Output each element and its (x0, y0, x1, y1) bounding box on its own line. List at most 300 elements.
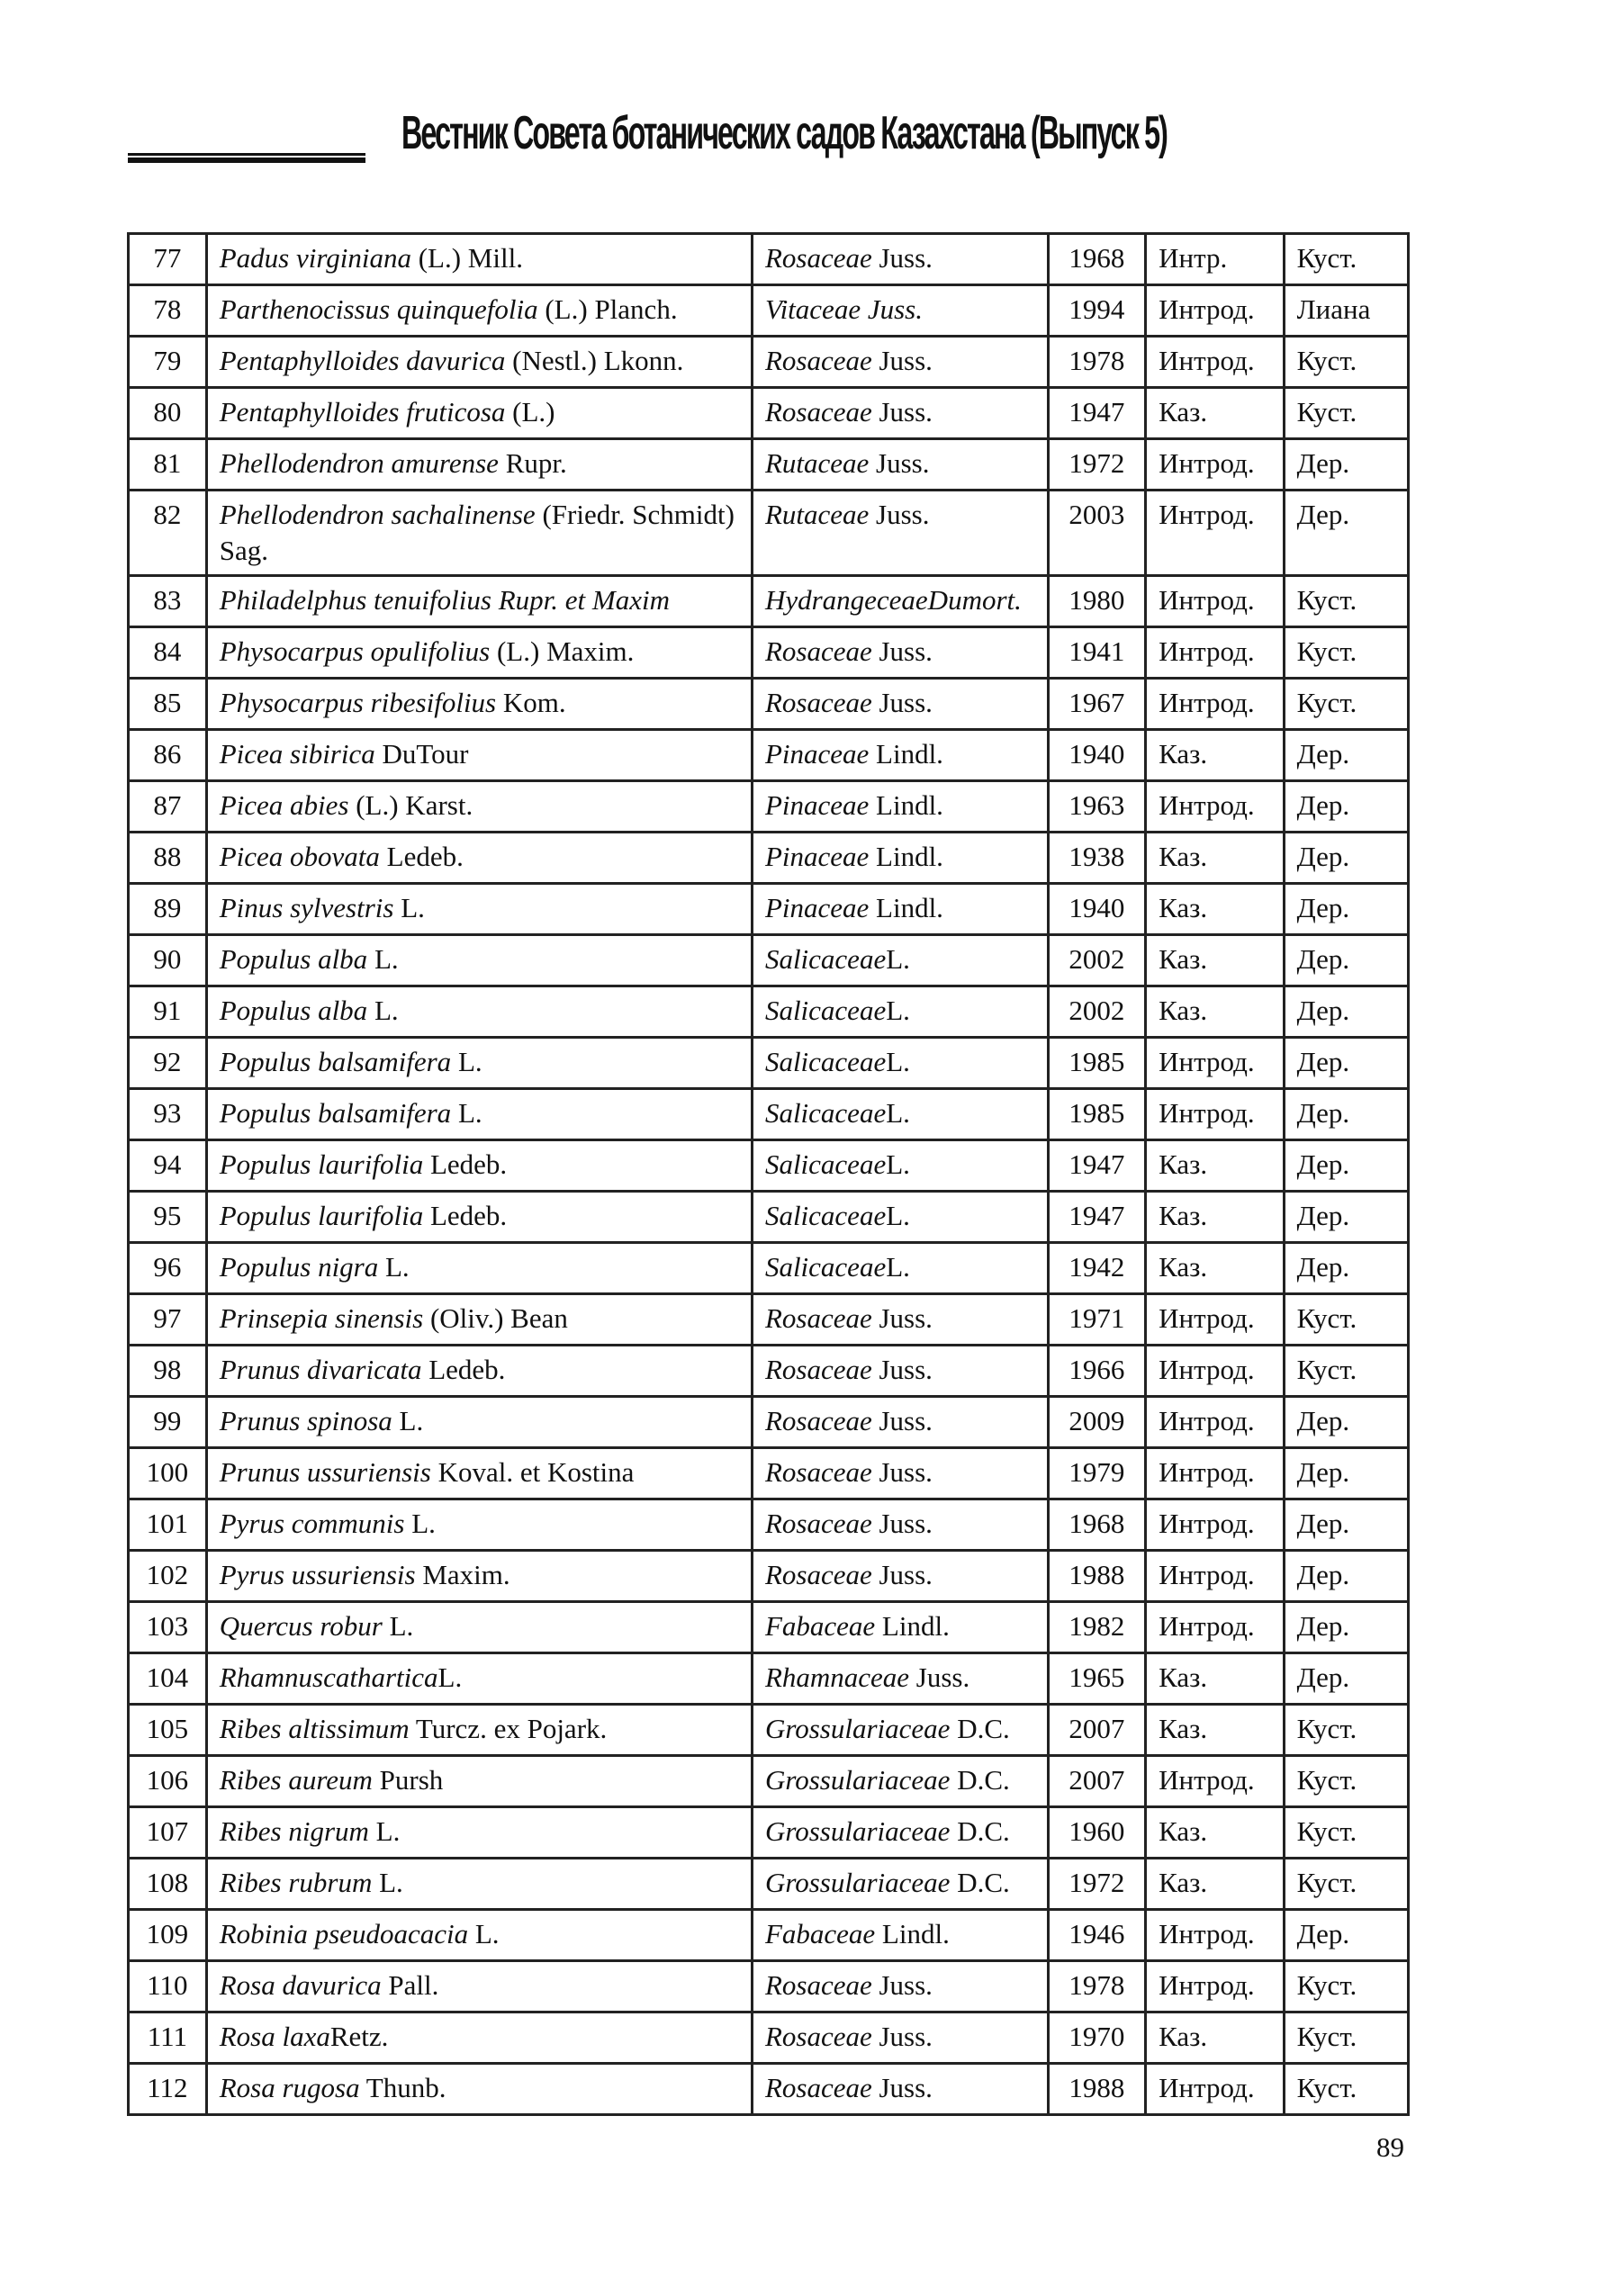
family-cell (752, 833, 1048, 884)
family-cell (752, 1653, 1048, 1705)
family-name: Rosaceae (764, 345, 872, 376)
origin-status: Каз. (1146, 1705, 1285, 1756)
family-cell (752, 1140, 1048, 1192)
life-form: Дер. (1284, 1602, 1408, 1653)
species-name: Picea obovata (219, 841, 380, 872)
life-form: Куст. (1284, 388, 1408, 439)
family-author: Juss. (871, 345, 933, 376)
introduction-year: 1985 (1048, 1089, 1146, 1140)
species-name-cell (206, 1602, 752, 1653)
origin-status: Интрод. (1146, 1089, 1285, 1140)
table-row (129, 1140, 1409, 1192)
species-author: Rupr. (498, 447, 567, 479)
origin-status: Интрод. (1146, 1551, 1285, 1602)
life-form: Куст. (1284, 2012, 1408, 2064)
species-name-cell (206, 679, 752, 730)
family-cell (752, 1859, 1048, 1910)
row-number: 94 (129, 1140, 207, 1192)
species-name-cell (206, 337, 752, 388)
row-number: 108 (129, 1859, 207, 1910)
row-number: 85 (129, 679, 207, 730)
family-name: Salicaceae (764, 943, 887, 975)
origin-status: Интрод. (1146, 1961, 1285, 2012)
table-row (129, 1397, 1409, 1448)
family-name: Rutaceae (764, 447, 870, 479)
family-author: Juss. (909, 1661, 970, 1693)
family-name: Pinaceae (764, 841, 870, 872)
life-form: Дер. (1284, 781, 1408, 833)
family-author: D.C. (950, 1867, 1010, 1898)
species-name: Prunus ussuriensis (219, 1456, 431, 1488)
origin-status: Каз. (1146, 1807, 1285, 1859)
introduction-year: 1979 (1048, 1448, 1146, 1499)
family-author: Juss. (871, 687, 933, 718)
origin-status: Интрод. (1146, 1346, 1285, 1397)
species-name-cell (206, 884, 752, 935)
table-row (129, 1346, 1409, 1397)
species-name-cell (206, 1243, 752, 1294)
species-name: Prinsepia sinensis (219, 1302, 424, 1334)
introduction-year: 2003 (1048, 491, 1146, 576)
origin-status: Интрод. (1146, 1602, 1285, 1653)
introduction-year: 1988 (1048, 2064, 1146, 2115)
family-author: Lindl. (875, 1610, 950, 1642)
family-author: Juss. (871, 635, 933, 667)
family-author: D.C. (950, 1713, 1010, 1744)
species-author: L. (378, 1251, 410, 1283)
table-row (129, 1192, 1409, 1243)
family-author: L. (886, 995, 910, 1026)
row-number: 89 (129, 884, 207, 935)
species-name-cell (206, 1140, 752, 1192)
row-number: 90 (129, 935, 207, 986)
life-form: Куст. (1284, 234, 1408, 285)
row-number: 100 (129, 1448, 207, 1499)
species-name-cell (206, 1192, 752, 1243)
life-form: Куст. (1284, 1346, 1408, 1397)
family-name: Pinaceae (764, 892, 870, 923)
family-author: Lindl. (869, 841, 943, 872)
table-row (129, 388, 1409, 439)
family-author: L. (886, 1046, 910, 1077)
species-name: Populus laurifolia (219, 1148, 424, 1180)
row-number: 91 (129, 986, 207, 1038)
table-row (129, 337, 1409, 388)
species-author: L. (392, 1405, 424, 1436)
species-name: Rosa laxa (219, 2021, 330, 2052)
table-row (129, 1602, 1409, 1653)
introduction-year: 1988 (1048, 1551, 1146, 1602)
table-row (129, 935, 1409, 986)
life-form: Дер. (1284, 1397, 1408, 1448)
introduction-year: 1980 (1048, 576, 1146, 627)
origin-status: Интрод. (1146, 781, 1285, 833)
family-name: Salicaceae (764, 1200, 887, 1231)
life-form: Куст. (1284, 2064, 1408, 2115)
life-form: Дер. (1284, 1243, 1408, 1294)
life-form: Дер. (1284, 1038, 1408, 1089)
family-author: Juss. (871, 1508, 933, 1539)
life-form: Куст. (1284, 576, 1408, 627)
species-name: Phellodendron sachalinense (219, 499, 536, 530)
introduction-year: 1947 (1048, 388, 1146, 439)
family-author: Juss. (871, 242, 933, 274)
introduction-year: 2002 (1048, 986, 1146, 1038)
species-author: Pursh (372, 1764, 444, 1796)
family-author: Juss. (871, 2021, 933, 2052)
family-cell (752, 1397, 1048, 1448)
origin-status: Интрод. (1146, 1910, 1285, 1961)
table-row (129, 1756, 1409, 1807)
family-name: Fabaceae (764, 1918, 876, 1949)
family-cell (752, 388, 1048, 439)
species-name: Physocarpus opulifolius (219, 635, 491, 667)
species-author: Kom. (496, 687, 566, 718)
introduction-year: 1978 (1048, 1961, 1146, 2012)
life-form: Куст. (1284, 1756, 1408, 1807)
family-cell (752, 1192, 1048, 1243)
species-name: Ribes nigrum (219, 1815, 369, 1847)
species-name-cell (206, 2012, 752, 2064)
family-cell (752, 1038, 1048, 1089)
life-form: Куст. (1284, 679, 1408, 730)
row-number: 109 (129, 1910, 207, 1961)
introduction-year: 1940 (1048, 730, 1146, 781)
row-number: 99 (129, 1397, 207, 1448)
species-name: Rosa davurica (219, 1969, 382, 2001)
family-name: Rosaceae (764, 1559, 872, 1590)
family-cell (752, 1243, 1048, 1294)
row-number: 88 (129, 833, 207, 884)
row-number: 95 (129, 1192, 207, 1243)
introduction-year: 1963 (1048, 781, 1146, 833)
family-cell (752, 1499, 1048, 1551)
origin-status: Интрод. (1146, 1294, 1285, 1346)
introduction-year: 1941 (1048, 627, 1146, 679)
species-name-cell (206, 781, 752, 833)
table-row (129, 1294, 1409, 1346)
family-cell (752, 1705, 1048, 1756)
family-author: L. (886, 1200, 910, 1231)
family-cell (752, 986, 1048, 1038)
species-name: Philadelphus tenuifolius Rupr. et Maxim (219, 584, 670, 616)
family-name: Rosaceae (764, 1302, 872, 1334)
table-row (129, 1910, 1409, 1961)
species-name-cell (206, 986, 752, 1038)
life-form: Дер. (1284, 1551, 1408, 1602)
family-cell (752, 1346, 1048, 1397)
species-author: Koval. et Kostina (430, 1456, 635, 1488)
family-author: Lindl. (869, 738, 943, 770)
family-cell (752, 1961, 1048, 2012)
species-name-cell (206, 1910, 752, 1961)
life-form: Дер. (1284, 1499, 1408, 1551)
introduction-year: 1972 (1048, 1859, 1146, 1910)
table-row (129, 234, 1409, 285)
family-name: Salicaceae (764, 1251, 887, 1283)
row-number: 93 (129, 1089, 207, 1140)
family-cell (752, 781, 1048, 833)
species-name: Pentaphylloides fruticosa (219, 396, 506, 428)
species-name-cell (206, 576, 752, 627)
family-cell (752, 1910, 1048, 1961)
introduction-year: 1960 (1048, 1807, 1146, 1859)
family-name: Fabaceae (764, 1610, 876, 1642)
introduction-year: 1982 (1048, 1602, 1146, 1653)
page-number: 89 (1376, 2131, 1404, 2163)
table-row (129, 285, 1409, 337)
species-name: Phellodendron amurense (219, 447, 499, 479)
family-name: Rosaceae (764, 1969, 872, 2001)
life-form: Дер. (1284, 1140, 1408, 1192)
table-row (129, 1705, 1409, 1756)
species-name: Populus laurifolia (219, 1200, 424, 1231)
family-author: Juss. (871, 1302, 933, 1334)
journal-title: Вестник Совета ботанических садов Казахстана (Выпуск 5) (401, 107, 1168, 159)
species-name-cell (206, 1038, 752, 1089)
species-name-cell (206, 1294, 752, 1346)
row-number: 78 (129, 285, 207, 337)
family-cell (752, 337, 1048, 388)
family-cell (752, 234, 1048, 285)
species-author: (L.) Mill. (410, 242, 523, 274)
family-name: Grossulariaceae (764, 1713, 951, 1744)
family-cell (752, 576, 1048, 627)
table-row (129, 986, 1409, 1038)
species-name: Populus alba (219, 943, 368, 975)
introduction-year: 1972 (1048, 439, 1146, 491)
species-name-cell (206, 1499, 752, 1551)
species-author: L. (382, 1610, 414, 1642)
family-author: Juss. (871, 1456, 933, 1488)
family-author: Lindl. (869, 789, 943, 821)
family-author: Juss. (869, 447, 930, 479)
life-form: Дер. (1284, 935, 1408, 986)
species-name: Ribes aureum (219, 1764, 373, 1796)
species-name-cell (206, 935, 752, 986)
life-form: Дер. (1284, 1910, 1408, 1961)
row-number: 77 (129, 234, 207, 285)
family-cell (752, 730, 1048, 781)
row-number: 86 (129, 730, 207, 781)
species-author: (Oliv.) Bean (423, 1302, 568, 1334)
species-name: Populus nigra (219, 1251, 379, 1283)
family-cell (752, 1551, 1048, 1602)
table-row (129, 1243, 1409, 1294)
life-form: Куст. (1284, 1859, 1408, 1910)
species-author: (L.) Maxim. (490, 635, 635, 667)
origin-status: Интрод. (1146, 627, 1285, 679)
species-name-cell (206, 1653, 752, 1705)
family-cell (752, 2064, 1048, 2115)
origin-status: Интрод. (1146, 1038, 1285, 1089)
family-author: D.C. (950, 1764, 1010, 1796)
origin-status: Интрод. (1146, 1397, 1285, 1448)
species-name-cell (206, 1551, 752, 1602)
species-name-cell (206, 234, 752, 285)
family-name: Rosaceae (764, 2072, 872, 2103)
introduction-year: 2007 (1048, 1756, 1146, 1807)
life-form: Дер. (1284, 1448, 1408, 1499)
family-author: L. (886, 1148, 910, 1180)
family-name: Salicaceae (764, 995, 887, 1026)
family-name: Pinaceae (764, 789, 870, 821)
life-form: Лиана (1284, 285, 1408, 337)
species-author: L. (468, 1918, 500, 1949)
family-name: Rosaceae (764, 396, 872, 428)
origin-status: Каз. (1146, 1140, 1285, 1192)
family-cell (752, 1756, 1048, 1807)
species-author: L. (404, 1508, 436, 1539)
species-name: Rosa rugosa (219, 2072, 360, 2103)
family-name: Grossulariaceae (764, 1867, 951, 1898)
row-number: 96 (129, 1243, 207, 1294)
table-row (129, 1859, 1409, 1910)
introduction-year: 1978 (1048, 337, 1146, 388)
row-number: 83 (129, 576, 207, 627)
species-author: L. (393, 892, 425, 923)
family-cell (752, 1089, 1048, 1140)
row-number: 81 (129, 439, 207, 491)
family-name: Rosaceae (764, 687, 872, 718)
life-form: Дер. (1284, 1089, 1408, 1140)
species-author: Ledeb. (423, 1148, 508, 1180)
species-author: (L.) Karst. (348, 789, 473, 821)
species-author: Maxim. (415, 1559, 510, 1590)
introduction-year: 1985 (1048, 1038, 1146, 1089)
row-number: 110 (129, 1961, 207, 2012)
table-row (129, 781, 1409, 833)
family-author: Juss. (871, 1354, 933, 1385)
introduction-year: 1938 (1048, 833, 1146, 884)
origin-status: Интрод. (1146, 1448, 1285, 1499)
family-name: Rosaceae (764, 242, 872, 274)
species-author: (L.) (505, 396, 555, 428)
family-name: Rutaceae (764, 499, 870, 530)
species-author: Retz. (329, 2021, 389, 2052)
species-author: L. (451, 1046, 482, 1077)
table-row (129, 1961, 1409, 2012)
species-name: Prunus divaricata (219, 1354, 422, 1385)
introduction-year: 1968 (1048, 234, 1146, 285)
life-form: Куст. (1284, 1294, 1408, 1346)
row-number: 98 (129, 1346, 207, 1397)
family-author: Juss. (871, 1969, 933, 2001)
life-form: Дер. (1284, 1653, 1408, 1705)
family-author: L. (886, 1251, 910, 1283)
origin-status: Каз. (1146, 833, 1285, 884)
life-form: Дер. (1284, 439, 1408, 491)
species-name: Robinia pseudoacacia (219, 1918, 469, 1949)
origin-status: Интрод. (1146, 337, 1285, 388)
family-author: Juss. (871, 1559, 933, 1590)
family-name: Rosaceae (764, 635, 872, 667)
row-number: 107 (129, 1807, 207, 1859)
life-form: Куст. (1284, 337, 1408, 388)
species-author: (Nestl.) Lkonn. (505, 345, 684, 376)
life-form: Дер. (1284, 884, 1408, 935)
species-author: Turcz. ex Pojark. (409, 1713, 608, 1744)
row-number: 80 (129, 388, 207, 439)
row-number: 87 (129, 781, 207, 833)
origin-status: Интрод. (1146, 1756, 1285, 1807)
row-number: 79 (129, 337, 207, 388)
introduction-year: 1966 (1048, 1346, 1146, 1397)
introduction-year: 1994 (1048, 285, 1146, 337)
family-name: Vitaceae Juss. (764, 293, 923, 325)
species-name-cell (206, 627, 752, 679)
family-author: Lindl. (869, 892, 943, 923)
species-name: Pyrus ussuriensis (219, 1559, 416, 1590)
species-name-cell (206, 1397, 752, 1448)
species-author: Thunb. (359, 2072, 446, 2103)
origin-status: Каз. (1146, 884, 1285, 935)
species-name: Rhamnuscathartica (219, 1661, 438, 1693)
introduction-year: 1946 (1048, 1910, 1146, 1961)
family-cell (752, 1807, 1048, 1859)
species-author: (Friedr. Schmidt) Sag. (219, 499, 735, 566)
origin-status: Интрод. (1146, 576, 1285, 627)
species-author: L. (367, 995, 399, 1026)
table-row (129, 2012, 1409, 2064)
family-cell (752, 1602, 1048, 1653)
species-name: Ribes altissimum (219, 1713, 410, 1744)
family-cell (752, 627, 1048, 679)
row-number: 112 (129, 2064, 207, 2115)
family-cell (752, 679, 1048, 730)
family-cell (752, 884, 1048, 935)
row-number: 105 (129, 1705, 207, 1756)
species-name: Parthenocissus quinquefolia (219, 293, 538, 325)
species-name-cell (206, 1705, 752, 1756)
family-name: Pinaceae (764, 738, 870, 770)
origin-status: Интрод. (1146, 285, 1285, 337)
family-name: HydrangeceaeDumort. (764, 584, 1022, 616)
table-row (129, 833, 1409, 884)
row-number: 106 (129, 1756, 207, 1807)
species-name: Pyrus communis (219, 1508, 405, 1539)
origin-status: Каз. (1146, 1243, 1285, 1294)
species-name: Populus balsamifera (219, 1046, 452, 1077)
table-row (129, 627, 1409, 679)
life-form: Куст. (1284, 1961, 1408, 2012)
origin-status: Каз. (1146, 388, 1285, 439)
table-row (129, 1653, 1409, 1705)
table-row (129, 730, 1409, 781)
species-name-cell (206, 730, 752, 781)
species-author: L. (368, 1815, 401, 1847)
table-row (129, 1038, 1409, 1089)
introduction-year: 1970 (1048, 2012, 1146, 2064)
origin-status: Каз. (1146, 1653, 1285, 1705)
species-author: Ledeb. (379, 841, 464, 872)
species-name-cell (206, 1346, 752, 1397)
species-name-cell (206, 2064, 752, 2115)
family-cell (752, 1448, 1048, 1499)
table-row (129, 884, 1409, 935)
family-name: Rosaceae (764, 1508, 872, 1539)
species-name: Picea abies (219, 789, 349, 821)
species-name: Physocarpus ribesifolius (219, 687, 497, 718)
table-row (129, 491, 1409, 576)
table-row (129, 2064, 1409, 2115)
row-number: 104 (129, 1653, 207, 1705)
family-name: Salicaceae (764, 1148, 887, 1180)
row-number: 103 (129, 1602, 207, 1653)
introduction-year: 1940 (1048, 884, 1146, 935)
table-row (129, 1499, 1409, 1551)
family-author: Juss. (871, 396, 933, 428)
